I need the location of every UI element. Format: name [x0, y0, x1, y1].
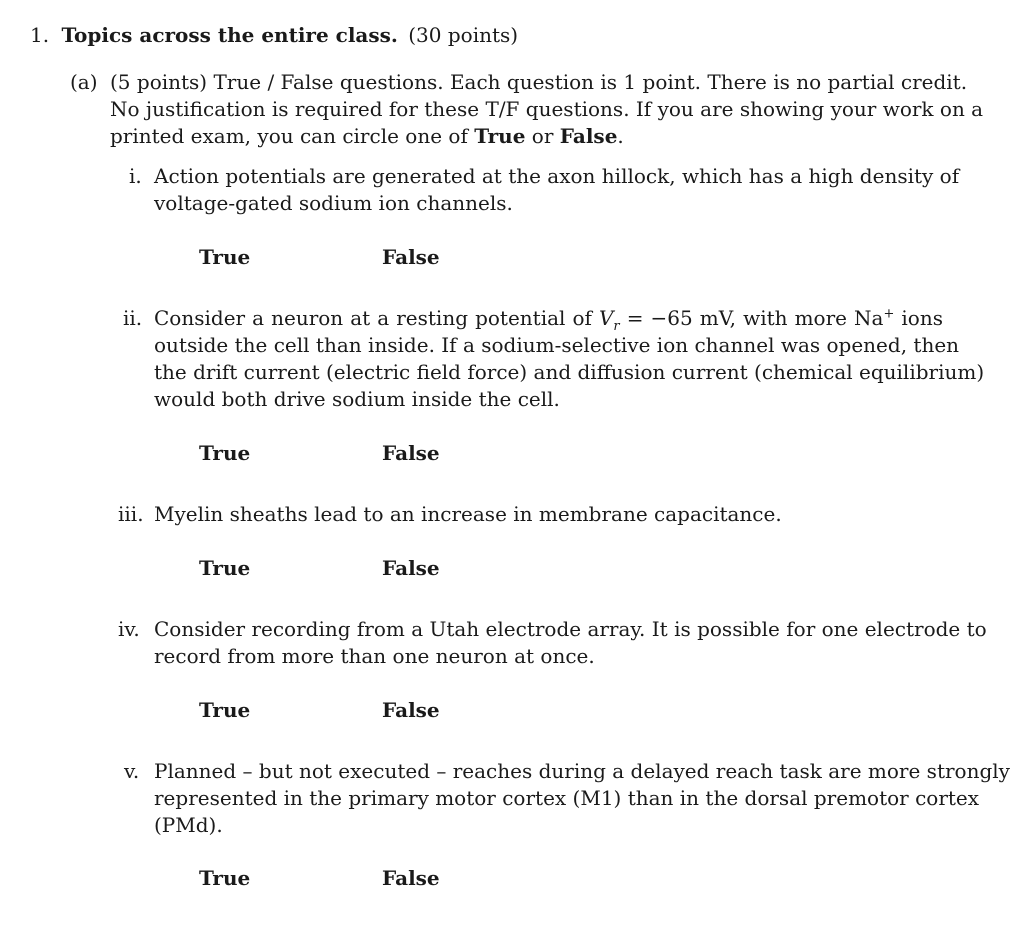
item-iv-line-1: Consider recording from a Utah electrode array. It is possible for one electrode to — [154, 617, 987, 641]
item-v-line-1: Planned – but not executed – reaches during a delayed reach task are more strongly — [154, 759, 1010, 783]
item-iv-text — [154, 616, 987, 643]
part-a-line-3: printed exam, you can circle one of True or False. — [110, 124, 624, 148]
item-ii-true-option[interactable]: True — [199, 441, 251, 465]
item-i-label: i. — [129, 164, 142, 188]
item-v-line-2: represented in the primary motor cortex (M1) than in the dorsal premotor cortex — [154, 786, 980, 810]
item-ii-line-3: the drift current (electric field force) and diffusion current (chemical equilibrium) — [154, 360, 985, 384]
part-a-line-1: (5 points) True / False questions. Each question is 1 point. There is no partial credit. — [110, 70, 968, 94]
item-ii-label: ii. — [123, 306, 143, 330]
item-iii-true-option[interactable]: True — [199, 556, 251, 580]
item-v-line-3: (PMd). — [154, 813, 223, 837]
item-ii-false-option[interactable]: False — [382, 441, 440, 465]
part-a-text — [110, 69, 984, 123]
question-number: 1. — [30, 23, 50, 47]
item-iii-false-option[interactable]: False — [382, 556, 440, 580]
item-i-false-option[interactable]: False — [382, 245, 440, 269]
item-i-text — [154, 163, 960, 190]
item-ii-line-1: Consider a neuron at a resting potential of $V_r = -65$ mV, with more Na+ ions — [154, 306, 943, 334]
question-header — [30, 22, 518, 49]
voltage-symbol: V — [598, 306, 614, 330]
item-iv-false-option[interactable]: False — [382, 698, 440, 722]
item-v-label: v. — [124, 759, 140, 783]
item-ii-rest — [154, 332, 985, 386]
question-title: Topics across the entire class. — [61, 23, 398, 47]
item-ii-line-4: would both drive sodium inside the cell. — [154, 387, 560, 411]
item-iv-line-2: record from more than one neuron at once. — [154, 644, 595, 668]
part-a-label: (a) — [70, 70, 98, 94]
item-v-true-option[interactable]: True — [199, 866, 251, 890]
item-i-true-option[interactable]: True — [199, 245, 251, 269]
item-v-false-option[interactable]: False — [382, 866, 440, 890]
item-ii-line-2: outside the cell than inside. If a sodium-selective ion channel was opened, then — [154, 333, 960, 357]
part-a-false-word: False — [559, 124, 618, 148]
item-v-text — [154, 758, 1010, 812]
question-points: (30 points) — [408, 23, 519, 47]
item-i-line-1: Action potentials are generated at the axon hillock, which has a high density of — [154, 164, 960, 188]
item-i-line-2: voltage-gated sodium ion channels. — [154, 191, 513, 215]
item-iii-line-1: Myelin sheaths lead to an increase in membrane capacitance. — [154, 502, 782, 526]
part-a-line-2: No justification is required for these T/F questions. If you are showing your work on a — [110, 97, 984, 121]
item-iv-label: iv. — [118, 617, 140, 641]
item-iii-label: iii. — [118, 502, 144, 526]
part-a-true-word: True — [474, 124, 526, 148]
item-iv-true-option[interactable]: True — [199, 698, 251, 722]
